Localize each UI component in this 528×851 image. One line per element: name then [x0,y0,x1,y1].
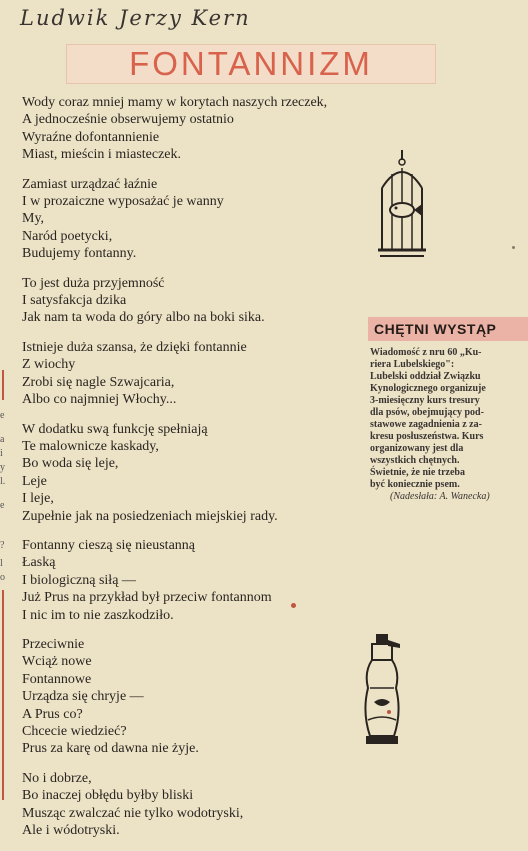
poem-stanza [22,275,367,327]
poem-line: Przeciwnie [22,636,85,652]
ink-fleck [387,710,391,714]
poem-line: I w prozaiczne wyposażać je wanny [22,194,224,210]
poem-line: I nic im to nie zaszkodziło. [22,607,174,623]
poem-line: Prus za karę od dawna nie żyje. [22,741,199,757]
poem-stanza [22,339,367,409]
poem-stanza [22,770,367,840]
poem-stanza [22,176,367,263]
poem-line: Wody coraz mniej mamy w korytach naszych rzeczek, [22,95,328,110]
edge-fragment: y [0,462,5,473]
poem-title: FONTANNIZM [66,44,436,84]
sidebar-line: wszystkich chętnych. [370,455,460,466]
sidebar-line: Lubelski oddział Związku [370,371,481,382]
sidebar-line: dla psów, obejmujący pod- [370,407,484,418]
poem-line: Urządza się chryje — [22,689,144,705]
poem-line: My, [22,211,45,227]
poem-line: Budujemy fontanny. [22,246,137,262]
poem-line: Bo inaczej obłędu byłby bliski [22,788,194,804]
sidebar-title: CHĘTNI WYSTĄP [368,317,528,341]
poem-line: Zrobi się nagle Szwajcaria, [22,374,175,390]
edge-fragment: l [0,558,3,569]
poem-line: Z wiochy [22,357,76,373]
edge-rule [2,370,4,400]
poem-line: Jak nam ta woda do góry albo na boki sika. [22,310,265,326]
edge-fragment: o [0,572,5,583]
poem-line: Fontanny cieszą się nieustanną [22,537,196,553]
ink-fleck [512,246,515,249]
sidebar-line: Świetnie, że nie trzeba [370,467,465,478]
poem-line: Te malownicze kaskady, [22,438,159,454]
edge-fragment: i [0,448,3,459]
sidebar-line: Wiadomość z nru 60 „Ku- [370,347,482,358]
poem-line: Miast, mieścin i miasteczek. [22,147,182,163]
edge-rule [2,590,4,800]
edge-fragment: a [0,434,5,445]
sidebar-signature: (Nadesłała: A. Wanecka) [390,491,490,502]
poem-line: Leje [22,473,47,489]
poem-line: Albo co najmniej Włochy... [22,392,177,408]
edge-fragment: ? [0,540,5,551]
author-name: Ludwik Jerzy Kern [20,6,251,30]
poem-line: I leje, [22,491,54,507]
edge-fragment: l. [0,476,6,487]
poem-line: A jednocześnie obserwujemy ostatnio [22,112,234,128]
poem-line: Łaską [22,555,56,571]
edge-fragment: e [0,410,5,421]
poem-line: Istnieje duża szansa, że dzięki fontannie [22,339,247,355]
ink-fleck [291,603,296,608]
poem-line: Wciąż nowe [22,654,92,670]
poem-line: Zamiast urządzać łaźnie [22,176,158,192]
poem-line: Chcecie wiedzieć? [22,724,127,739]
sidebar-line: być koniecznie psem. [370,479,460,490]
poem-stanza [22,94,367,164]
poem-line: Ale i wódotryski. [22,823,120,839]
poem-stanza [22,537,367,624]
sidebar-line: 3-miesięczny kurs tresury [370,395,480,406]
poem-line: Bo woda się leje, [22,456,119,472]
poem-line: I satysfakcja dzika [22,293,127,309]
poem-line: Naród poetycki, [22,228,113,244]
poem-line: To jest duża przyjemność [22,275,165,291]
sidebar-line: riera Lubelskiego": [370,359,455,370]
poem-stanza [22,636,367,758]
poem-line: W dodatku swą funkcję spełniają [22,421,208,437]
poem-line: Fontannowe [22,671,92,687]
poem-stanza [22,421,367,525]
edge-fragment: e [0,500,5,511]
siphon-bottle-illustration [358,632,406,748]
poem-line: I biologiczną siłą — [22,572,136,588]
poem-line: Wyraźne dofontannienie [22,129,160,145]
birdcage-fish-illustration [374,150,430,268]
sidebar-note [368,317,528,503]
poem-line: Zupełnie jak na posiedzeniach miejskiej rady. [22,508,278,524]
sidebar-text [368,347,528,503]
poem-line: Musząc zwalczać nie tylko wodotryski, [22,805,244,821]
poem-line: Już Prus na przykład był przeciw fontannom [22,590,272,606]
poem-line: No i dobrze, [22,770,92,786]
sidebar-line: Kynologicznego organizuje [370,383,486,394]
poem-line: A Prus co? [22,706,83,722]
sidebar-line: stawowe zagadnienia z za- [370,419,482,430]
sidebar-line: organizowany jest dla [370,443,464,454]
poem-body [22,94,367,851]
sidebar-line: kresu posłuszeństwa. Kurs [370,431,484,442]
